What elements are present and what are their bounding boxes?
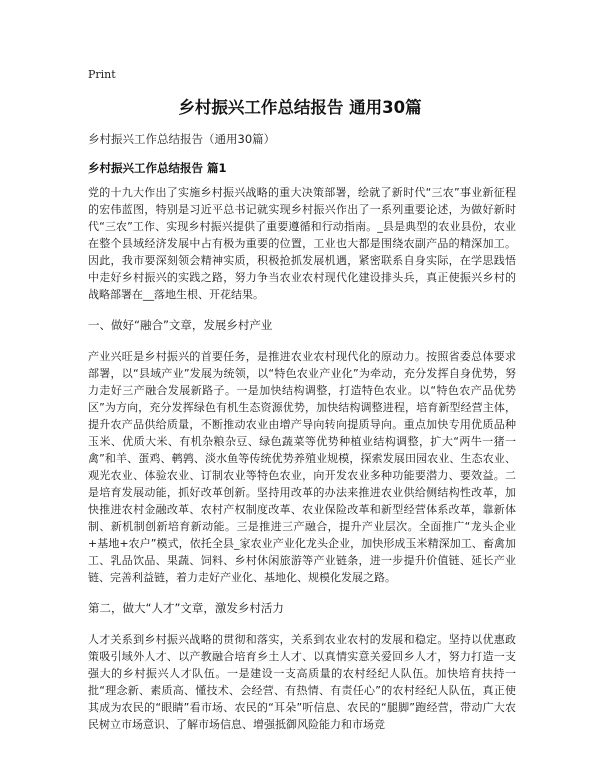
paragraph-talent: 人才关系到乡村振兴战略的贯彻和落实，关系到农业农村的发展和稳定。坚持以优惠政策吸引域外人才、以产教融合培育乡土人才、以真情实意关爱回乡人才，努力打造一支强大的乡村振兴人才队伍。一是建设一支高质量的农村经纪人队伍。加快培育扶持一批“理念新、素质高、懂技术、会经营、有热情、有责任心”的农村经纪人队伍，真正使其成为农民的“眼睛”看市场、农民的“耳朵”听信息、农民的“腿脚”跑经营，带动广大农民树立市场意识、了解市场信息、增强抵御风险能力和市场竞 — [88, 633, 516, 731]
article-body — [88, 184, 516, 747]
heading-talent: 第二，做大“人才”文章，激发乡村活力 — [88, 601, 284, 615]
paragraph-intro: 党的十九大作出了实施乡村振兴战略的重大决策部署，绘就了新时代“三农”事业新征程的宏伟蓝图，特别是习近平总书记就实现乡村振兴作出了一系列重要论述，为做好新时代“三农”工作、实现乡村振兴提供了重要遵循和行动指南。_县是典型的农业县份，农业在整个县域经济发展中占有极为重要的位置，工业也大都是围绕农副产品的精深加工。因此，我市要深刻领会精神实质，积极抢抓发展机遇，紧密联系自身实际，在学思践悟中走好乡村振兴的实践之路，努力争当农业农村现代化建设排头兵，真正使振兴乡村的战略部署在__落地生根、开花结果。 — [88, 186, 516, 301]
heading-industry: 一、做好“融合”文章，发展乡村产业 — [88, 318, 273, 332]
document-subtitle: 乡村振兴工作总结报告（通用30篇） — [88, 132, 276, 146]
print-label[interactable]: Print — [88, 68, 116, 81]
section-title: 乡村振兴工作总结报告 篇1 — [88, 161, 227, 175]
document-title: 乡村振兴工作总结报告 通用30篇 — [178, 98, 422, 117]
paragraph-industry: 产业兴旺是乡村振兴的首要任务，是推进农业农村现代化的原动力。按照省委总体要求部署，以“县域产业”发展为统领，以“特色农业产业化”为牵动，充分发挥自身优势，努力走好三产融合发展新路子。一是加快结构调整，打造特色农业。以“特色农产品优势区”为方向，充分发挥绿色有机生态资源优势，加快结构调整进程，培育新型经营主体，提升农产品供给质量，不断推动农业由增产导向转向提质导向。重点加快专用优质品种玉米、优质大米、有机杂粮杂豆、绿色蔬菜等优势种植业结构调整，扩大“两牛一猪一禽”和羊、蛋鸡、鹌鹑、淡水鱼等传统优势养殖业规模，探索发展田园农业、生态农业、观光农业、体验农业、订制农业等特色农业，向开发农业多种功能要潜力、要效益。二是培育发展动能，抓好改革创新。坚持用改革的办法来推进农业供给侧结构性改革，加快推进农村金融改革、农村产权制度改革、农业保险改革和新型经营体系改革，靠新体制、新机制创新培育新动能。三是推进三产融合，提升产业层次。全面推广“龙头企业+基地+农户”模式，依托全县_家农业产业化龙头企业，加快形成玉米精深加工、畜禽加工、乳品饮品、果蔬、饲料、乡村休闲旅游等产业链条，进一步提升价值链、延长产业链、完善利益链，着力走好产业化、基地化、规模化发展之路。 — [88, 350, 516, 584]
